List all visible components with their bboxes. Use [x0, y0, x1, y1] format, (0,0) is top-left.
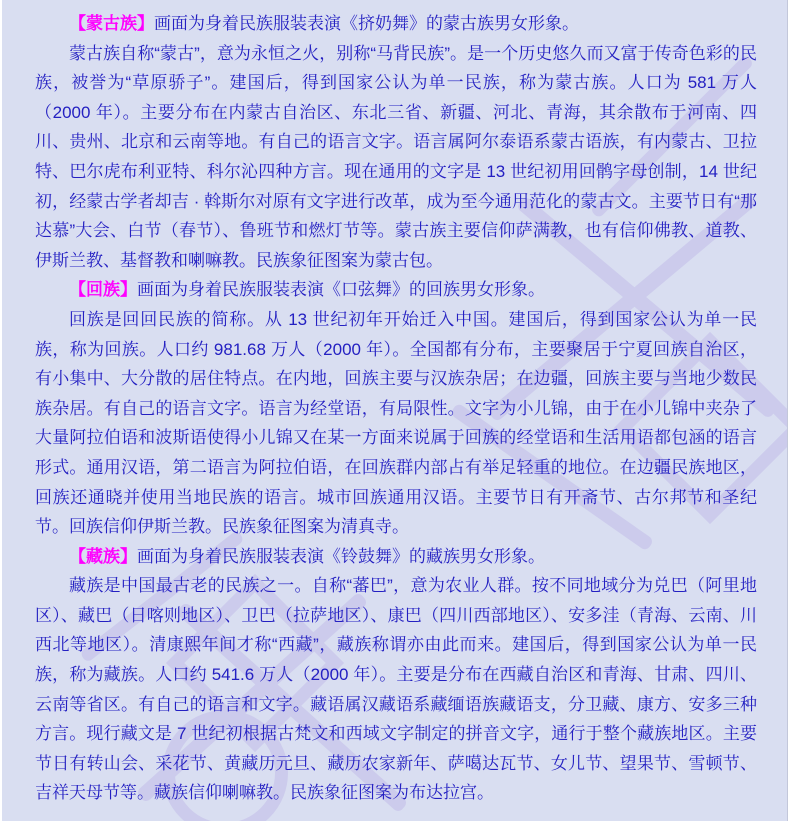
section-label: 【回族】: [69, 280, 137, 300]
section-intro: 画面为身着民族服装表演《口弦舞》的回族男女形象。: [137, 280, 545, 300]
section-tibetan: [35, 542, 757, 808]
section-label: 【藏族】: [69, 546, 137, 566]
section-intro: 画面为身着民族服装表演《铃鼓舞》的藏族男女形象。: [137, 546, 545, 566]
section-body: 藏族是中国最古老的民族之一。自称“蕃巴”，意为农业人群。按不同地域分为兑巴（阿里地区）、藏巴（日喀则地区）、卫巴（拉萨地区）、康巴（四川西部地区）、安多洼（青海、云南、川西北等地区）。清康熙年间才称“西藏”，藏族称谓亦由此而来。建国后，得到国家公认为单一民族，称为藏族。人口约 541.6 万人（2000 年）。主要是分布在西藏自治区和青海、甘肃、四川、云南等省区。有自己的语言和文字。藏语属汉藏语系藏缅语族藏语支，分卫藏、康方、安多三种方言。现行藏文是 7 世纪初根据古梵文和西域文字制定的拼音文字，通行于整个藏族地区。主要节日有转山会、采花节、黄藏历元旦、藏历农家新年、萨噶达瓦节、女儿节、望果节、雪顿节、吉祥天母节等。藏族信仰喇嘛教。民族象征图案为布达拉宫。: [35, 576, 757, 803]
section-hui: [35, 275, 757, 541]
section-mongolian: [35, 9, 757, 275]
document-content: [2, 0, 787, 808]
section-body: 回族是回回民族的简称。从 13 世纪初年开始迁入中国。建国后，得到国家公认为单一民族，称为回族。人口约 981.68 万人（2000 年）。全国都有分布，主要聚居于宁夏回族自治区，有小集中、大分散的居住特点。在内地，回族主要与汉族杂居；在边疆，回族主要与当地少数民族杂居。有自己的语言文字。语言为经堂语，有局限性。文字为小儿锦，由于在小儿锦中夹杂了大量阿拉伯语和波斯语使得小儿锦又在某一方面来说属于回族的经堂语和生活用语都包涵的语言形式。通用汉语，第二语言为阿拉伯语，在回族群内部占有举足轻重的地位。在边疆民族地区，回族还通晓并使用当地民族的语言。城市回族通用汉语。主要节日有开斋节、古尔邦节和圣纪节。回族信仰伊斯兰教。民族象征图案为清真寺。: [35, 309, 757, 537]
section-header: [35, 9, 757, 39]
section-label: 【蒙古族】: [69, 14, 154, 33]
section-intro: 画面为身着民族服装表演《挤奶舞》的蒙古族男女形象。: [154, 14, 579, 33]
section-body: 蒙古族自称“蒙古”，意为永恒之火，别称“马背民族”。是一个历史悠久而又富于传奇色彩的民族，被誉为“草原骄子”。建国后，得到国家公认为单一民族，称为蒙古族。人口为 581 万人（2000 年）。主要分布在内蒙古自治区、东北三省、新疆、河北、青海，其余散布于河南、四川、贵州、北京和云南等地。有自己的语言文字。语言属阿尔泰语系蒙古语族，有内蒙古、卫拉特、巴尔虎布利亚特、科尔沁四种方言。现在通用的文字是 13 世纪初用回鹘字母创制，14 世纪初，经蒙古学者却吉 · 斡斯尔对原有文字进行改革，成为至今通用范化的蒙古文。主要节日有“那达慕”大会、白节（春节）、鲁班节和燃灯节等。蒙古族主要信仰萨满教，也有信仰佛教、道教、伊斯兰教、基督教和喇嘛教。民族象征图案为蒙古包。: [35, 43, 757, 270]
document-page: [2, 0, 788, 821]
section-header: [35, 542, 757, 572]
section-header: [35, 275, 757, 305]
